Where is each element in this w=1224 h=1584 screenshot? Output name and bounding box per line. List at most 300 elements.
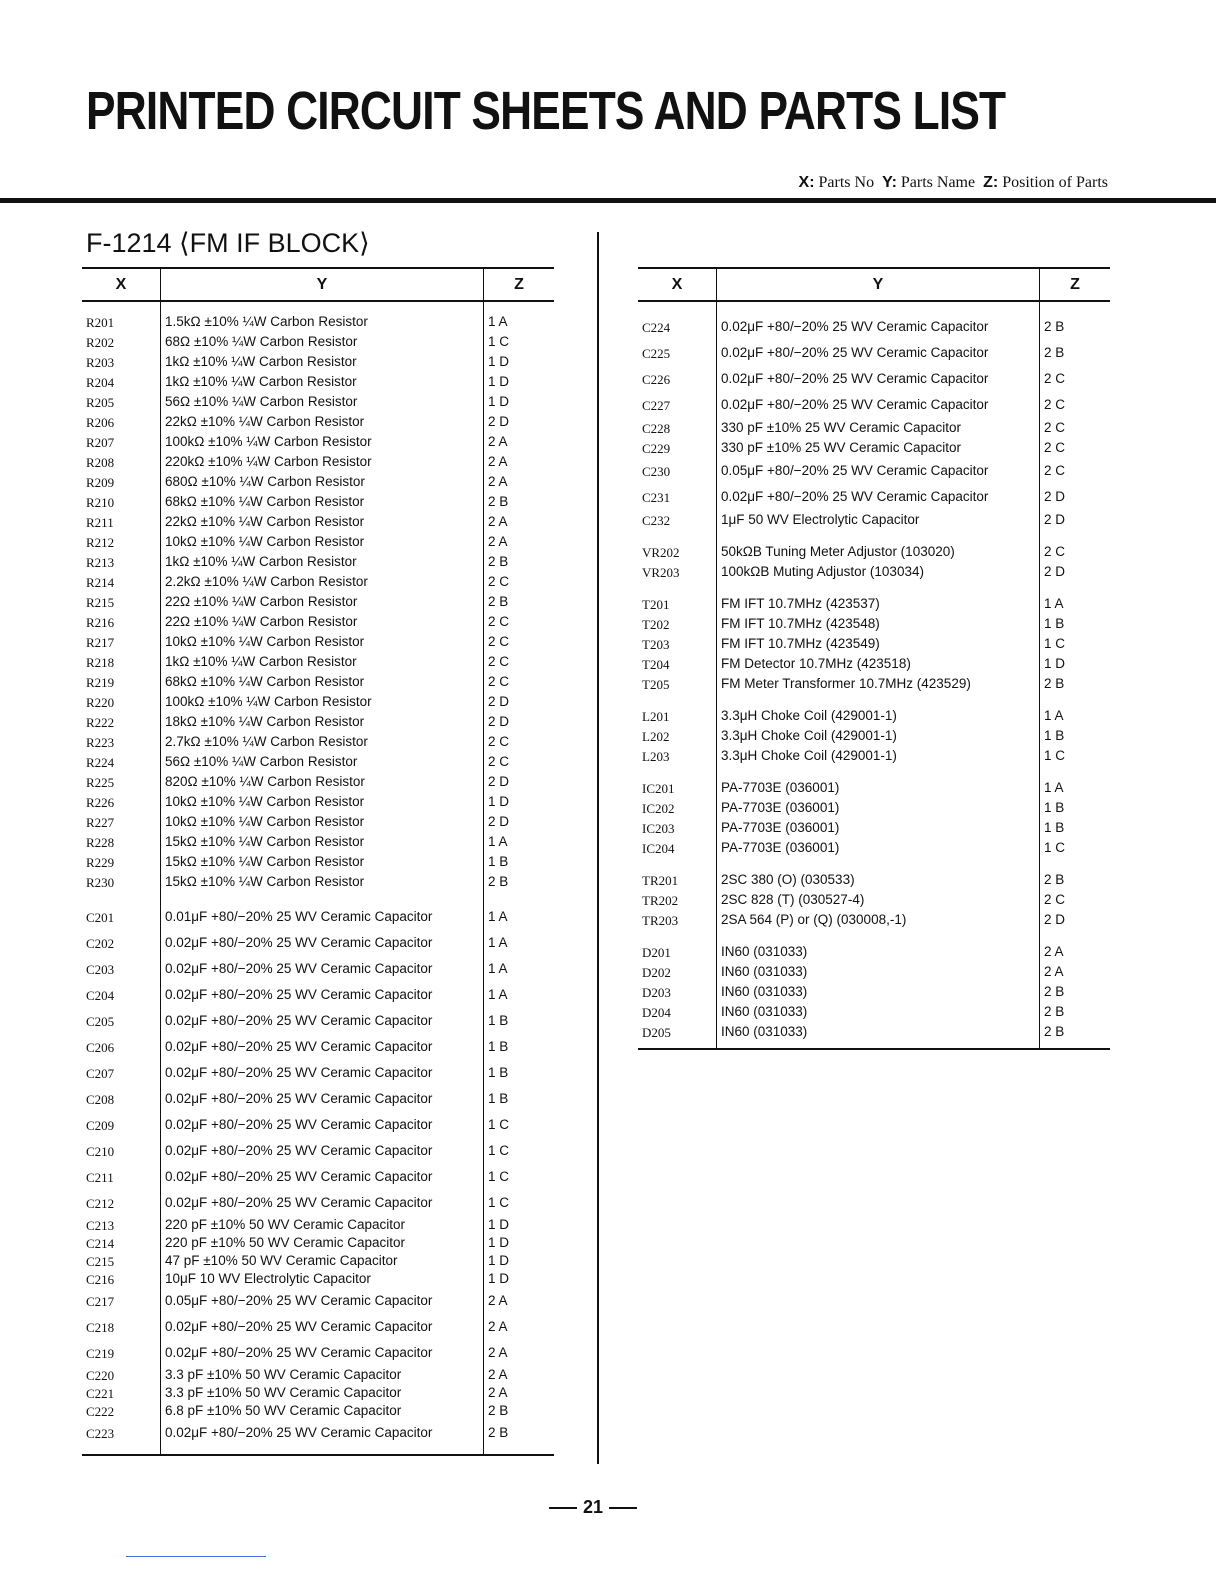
parts-table-right [638,267,1110,1050]
part-no: C213 [86,1217,115,1233]
part-position: 2 A [484,1340,555,1366]
part-no: R208 [86,454,115,470]
part-name: FM IFT 10.7MHz (423548) [717,614,1040,634]
part-name: 0.02μF +80/−20% 25 WV Ceramic Capacitor [717,484,1040,510]
table-row [638,438,1110,458]
scan-mark [126,1556,266,1557]
part-no: C207 [86,1065,115,1081]
part-position: 2 C [1040,890,1111,910]
part-name: 0.02μF +80/−20% 25 WV Ceramic Capacitor [161,930,484,956]
part-name: 18kΩ ±10% ¼W Carbon Resistor [161,712,484,732]
part-no: TR201 [642,872,679,888]
table-row [82,930,554,956]
table-row [82,1384,554,1402]
table-row [638,562,1110,582]
part-position: 1 D [484,392,555,412]
part-name: 1kΩ ±10% ¼W Carbon Resistor [161,552,484,572]
part-no: T201 [642,596,670,612]
part-name: 1kΩ ±10% ¼W Carbon Resistor [161,652,484,672]
table-header-row [82,268,554,301]
part-no: C227 [642,397,671,413]
table-row [82,1138,554,1164]
table-row [82,532,554,552]
part-name: 22kΩ ±10% ¼W Carbon Resistor [161,412,484,432]
part-position: 2 B [484,872,555,892]
part-no: T202 [642,616,670,632]
table-row [82,1340,554,1366]
table-row [82,1086,554,1112]
part-position: 1 B [484,1034,555,1060]
part-no: R209 [86,474,115,490]
table-row [638,962,1110,982]
table-row [638,890,1110,910]
part-name: 1μF 50 WV Electrolytic Capacitor [717,510,1040,530]
part-position: 1 A [1040,778,1111,798]
table-row [638,838,1110,858]
part-name: 0.02μF +80/−20% 25 WV Ceramic Capacitor [717,366,1040,392]
part-position: 2 B [484,492,555,512]
part-name: 22Ω ±10% ¼W Carbon Resistor [161,612,484,632]
part-name: 10kΩ ±10% ¼W Carbon Resistor [161,632,484,652]
part-name: PA-7703E (036001) [717,838,1040,858]
table-row [638,458,1110,484]
part-no: C215 [86,1253,115,1269]
part-no: C218 [86,1319,115,1335]
part-name: 10kΩ ±10% ¼W Carbon Resistor [161,532,484,552]
legend-y-text: Parts Name [900,174,976,191]
part-position: 1 D [484,1216,555,1234]
part-no: R226 [86,794,115,810]
table-row [82,512,554,532]
part-name: 1kΩ ±10% ¼W Carbon Resistor [161,372,484,392]
part-name: 2.2kΩ ±10% ¼W Carbon Resistor [161,572,484,592]
part-no: T205 [642,676,670,692]
part-position: 2 B [1040,314,1111,340]
legend-z-key: Z: [983,174,999,191]
part-no: IC202 [642,800,675,816]
part-no: C205 [86,1013,115,1029]
table-row [82,812,554,832]
part-name: IN60 (031033) [717,962,1040,982]
part-no: C221 [86,1385,115,1401]
part-position: 1 B [484,1008,555,1034]
table-row [82,452,554,472]
table-row [82,956,554,982]
table-row [638,910,1110,930]
table-row [82,732,554,752]
part-no: C230 [642,463,671,479]
part-no: R225 [86,774,115,790]
part-name: 10kΩ ±10% ¼W Carbon Resistor [161,792,484,812]
part-no: R210 [86,494,115,510]
table-row [82,904,554,930]
table-row [638,484,1110,510]
table-row [638,542,1110,562]
part-position: 2 D [484,772,555,792]
part-no: T203 [642,636,670,652]
part-position: 2 D [1040,510,1111,530]
part-position: 2 C [484,732,555,752]
part-no: D203 [642,984,671,1000]
part-position: 2 D [484,712,555,732]
part-name: 0.02μF +80/−20% 25 WV Ceramic Capacitor [161,1314,484,1340]
table-row [638,510,1110,530]
part-position: 2 B [484,1420,555,1446]
part-name: 220kΩ ±10% ¼W Carbon Resistor [161,452,484,472]
part-name: 0.05μF +80/−20% 25 WV Ceramic Capacitor [161,1288,484,1314]
part-no: C201 [86,909,115,925]
part-name: 15kΩ ±10% ¼W Carbon Resistor [161,852,484,872]
table-row [638,634,1110,654]
part-name: 0.01μF +80/−20% 25 WV Ceramic Capacitor [161,904,484,930]
part-no: C224 [642,319,671,335]
part-position: 1 C [484,1138,555,1164]
part-no: L203 [642,748,670,764]
part-name: 820Ω ±10% ¼W Carbon Resistor [161,772,484,792]
part-no: R229 [86,854,115,870]
part-name: IN60 (031033) [717,942,1040,962]
part-name: 220 pF ±10% 50 WV Ceramic Capacitor [161,1234,484,1252]
page-title: PRINTED CIRCUIT SHEETS AND PARTS LIST [86,81,1006,141]
part-position: 2 D [1040,562,1111,582]
part-name: FM Detector 10.7MHz (423518) [717,654,1040,674]
part-position: 1 C [1040,634,1111,654]
part-position: 1 D [1040,654,1111,674]
table-row [82,712,554,732]
part-position: 2 A [1040,962,1111,982]
part-name: 68kΩ ±10% ¼W Carbon Resistor [161,492,484,512]
table-row [82,392,554,412]
table-row [82,1216,554,1234]
header-y: Y [161,268,484,301]
part-position: 2 B [1040,1022,1111,1042]
legend-x-text: Parts No [818,174,875,191]
part-name: 0.02μF +80/−20% 25 WV Ceramic Capacitor [161,956,484,982]
part-name: 1kΩ ±10% ¼W Carbon Resistor [161,352,484,372]
table-row [82,1190,554,1216]
part-name: 22kΩ ±10% ¼W Carbon Resistor [161,512,484,532]
part-position: 2 A [484,1314,555,1340]
part-name: 3.3 pF ±10% 50 WV Ceramic Capacitor [161,1384,484,1402]
table-row [82,332,554,352]
part-name: PA-7703E (036001) [717,778,1040,798]
part-position: 1 B [484,852,555,872]
part-no: C214 [86,1235,115,1251]
part-no: C220 [86,1367,115,1383]
part-no: R215 [86,594,115,610]
part-name: 47 pF ±10% 50 WV Ceramic Capacitor [161,1252,484,1270]
table-row [638,778,1110,798]
part-name: 3.3μH Choke Coil (429001-1) [717,726,1040,746]
part-name: 10μF 10 WV Electrolytic Capacitor [161,1270,484,1288]
part-position: 2 B [484,592,555,612]
part-position: 2 B [1040,1002,1111,1022]
part-name: FM IFT 10.7MHz (423549) [717,634,1040,654]
part-position: 2 C [1040,458,1111,484]
part-no: C212 [86,1195,115,1211]
part-no: R227 [86,814,115,830]
part-position: 1 D [484,372,555,392]
table-row [82,592,554,612]
part-name: 1.5kΩ ±10% ¼W Carbon Resistor [161,312,484,332]
table-row [82,832,554,852]
table-row [638,942,1110,962]
part-no: R220 [86,694,115,710]
table-row [638,726,1110,746]
table-row [638,1002,1110,1022]
part-no: R219 [86,674,115,690]
part-no: R223 [86,734,115,750]
table-row [82,672,554,692]
part-no: T204 [642,656,670,672]
part-position: 1 A [484,930,555,956]
part-name: 0.02μF +80/−20% 25 WV Ceramic Capacitor [161,1420,484,1446]
part-name: 0.02μF +80/−20% 25 WV Ceramic Capacitor [161,1008,484,1034]
part-name: IN60 (031033) [717,1002,1040,1022]
part-no: R212 [86,534,115,550]
table-row [638,418,1110,438]
table-row [82,412,554,432]
part-name: 56Ω ±10% ¼W Carbon Resistor [161,752,484,772]
part-name: 0.02μF +80/−20% 25 WV Ceramic Capacitor [161,1164,484,1190]
part-position: 2 A [484,452,555,472]
table-row [82,692,554,712]
part-position: 1 D [484,1270,555,1288]
part-no: C232 [642,512,671,528]
part-no: C203 [86,961,115,977]
header-rule [0,198,1216,203]
part-position: 2 B [1040,340,1111,366]
table-row [82,792,554,812]
part-no: R218 [86,654,115,670]
table-row [82,632,554,652]
part-position: 2 A [484,1288,555,1314]
part-name: 0.02μF +80/−20% 25 WV Ceramic Capacitor [161,982,484,1008]
part-position: 2 C [1040,438,1111,458]
part-name: 22Ω ±10% ¼W Carbon Resistor [161,592,484,612]
part-name: 0.02μF +80/−20% 25 WV Ceramic Capacitor [161,1138,484,1164]
table-row [638,746,1110,766]
table-row [82,752,554,772]
part-position: 1 D [484,1234,555,1252]
table-row [638,818,1110,838]
part-position: 2 C [1040,392,1111,418]
part-position: 2 C [484,632,555,652]
part-no: L202 [642,728,670,744]
part-position: 1 A [484,312,555,332]
part-name: 68kΩ ±10% ¼W Carbon Resistor [161,672,484,692]
part-name: 0.02μF +80/−20% 25 WV Ceramic Capacitor [717,314,1040,340]
part-name: 330 pF ±10% 25 WV Ceramic Capacitor [717,438,1040,458]
table-row [82,1288,554,1314]
part-no: C219 [86,1345,115,1361]
part-no: C202 [86,935,115,951]
part-no: R211 [86,514,114,530]
table-row [82,352,554,372]
part-position: 2 B [1040,982,1111,1002]
part-name: 68Ω ±10% ¼W Carbon Resistor [161,332,484,352]
part-position: 2 C [484,652,555,672]
part-position: 1 D [484,792,555,812]
part-name: 2.7kΩ ±10% ¼W Carbon Resistor [161,732,484,752]
part-no: IC203 [642,820,675,836]
part-no: C216 [86,1271,115,1287]
part-no: C226 [642,371,671,387]
part-no: C229 [642,440,671,456]
parts-table-left [82,267,554,1456]
legend-y-key: Y: [882,174,897,191]
part-position: 1 B [1040,798,1111,818]
part-no: R217 [86,634,115,650]
part-no: D201 [642,944,671,960]
part-position: 1 D [484,1252,555,1270]
page-number-text: 21 [583,1497,604,1517]
part-position: 2 D [1040,910,1111,930]
table-row [82,472,554,492]
part-position: 2 D [484,812,555,832]
part-name: 100kΩ ±10% ¼W Carbon Resistor [161,432,484,452]
part-name: 100kΩB Muting Adjustor (103034) [717,562,1040,582]
part-position: 1 A [1040,594,1111,614]
part-position: 2 D [1040,484,1111,510]
table-row [638,870,1110,890]
part-name: 10kΩ ±10% ¼W Carbon Resistor [161,812,484,832]
table-row [82,372,554,392]
part-position: 2 A [484,472,555,492]
part-position: 1 C [484,1164,555,1190]
part-position: 2 C [1040,542,1111,562]
part-position: 1 B [1040,818,1111,838]
part-no: IC204 [642,840,675,856]
header-y: Y [717,268,1040,301]
part-position: 2 C [484,572,555,592]
part-no: C211 [86,1169,114,1185]
part-position: 1 A [1040,706,1111,726]
table-row [638,674,1110,694]
table-row [82,1008,554,1034]
part-name: 2SC 380 (O) (030533) [717,870,1040,890]
part-position: 1 C [484,1112,555,1138]
part-no: C225 [642,345,671,361]
part-name: 6.8 pF ±10% 50 WV Ceramic Capacitor [161,1402,484,1420]
part-no: C208 [86,1091,115,1107]
part-name: 0.02μF +80/−20% 25 WV Ceramic Capacitor [717,392,1040,418]
block-title: F-1214 ⟨FM IF BLOCK⟩ [86,228,370,258]
table-row [638,654,1110,674]
part-no: R205 [86,394,115,410]
part-no: R230 [86,874,115,890]
header-x: X [82,268,161,301]
part-name: 15kΩ ±10% ¼W Carbon Resistor [161,832,484,852]
part-name: 0.02μF +80/−20% 25 WV Ceramic Capacitor [161,1340,484,1366]
table-row [82,1112,554,1138]
part-position: 1 C [1040,838,1111,858]
part-position: 2 B [484,552,555,572]
table-row [82,572,554,592]
part-no: R201 [86,314,115,330]
table-row [638,340,1110,366]
table-row [638,1022,1110,1042]
part-name: 3.3 pF ±10% 50 WV Ceramic Capacitor [161,1366,484,1384]
part-no: VR203 [642,564,680,580]
header-z: Z [1040,268,1111,301]
part-no: R214 [86,574,115,590]
part-position: 2 B [1040,674,1111,694]
part-position: 1 C [484,1190,555,1216]
table-row [82,612,554,632]
part-no: R216 [86,614,115,630]
part-position: 2 D [484,692,555,712]
table-row [82,552,554,572]
part-no: R203 [86,354,115,370]
part-position: 1 A [484,982,555,1008]
part-no: R213 [86,554,115,570]
table-row [82,1402,554,1420]
part-name: PA-7703E (036001) [717,818,1040,838]
table-row [638,798,1110,818]
part-name: 56Ω ±10% ¼W Carbon Resistor [161,392,484,412]
part-no: C217 [86,1293,115,1309]
part-position: 1 B [1040,726,1111,746]
part-position: 1 A [484,956,555,982]
table-row [82,1034,554,1060]
part-name: 2SA 564 (P) or (Q) (030008,-1) [717,910,1040,930]
part-position: 2 A [484,1384,555,1402]
table-row [82,1420,554,1446]
legend-z-text: Position of Parts [1002,174,1108,191]
part-name: 3.3μH Choke Coil (429001-1) [717,746,1040,766]
part-position: 2 B [1040,870,1111,890]
table-row [638,594,1110,614]
part-position: 2 A [484,512,555,532]
part-name: 0.02μF +80/−20% 25 WV Ceramic Capacitor [161,1060,484,1086]
part-position: 2 D [484,412,555,432]
part-no: R228 [86,834,115,850]
part-name: FM IFT 10.7MHz (423537) [717,594,1040,614]
part-no: D205 [642,1024,671,1040]
part-no: R224 [86,754,115,770]
legend-x-key: X: [798,174,815,191]
column-legend [799,174,1108,192]
part-name: 0.05μF +80/−20% 25 WV Ceramic Capacitor [717,458,1040,484]
part-no: D204 [642,1004,671,1020]
part-position: 2 A [484,432,555,452]
part-name: 15kΩ ±10% ¼W Carbon Resistor [161,872,484,892]
part-name: FM Meter Transformer 10.7MHz (423529) [717,674,1040,694]
table-row [638,392,1110,418]
header-x: X [638,268,717,301]
table-row [638,366,1110,392]
table-row [82,1060,554,1086]
part-position: 2 A [484,1366,555,1384]
part-position: 1 B [484,1060,555,1086]
part-no: R206 [86,414,115,430]
part-no: TR202 [642,892,679,908]
header-z: Z [484,268,555,301]
table-row [82,872,554,892]
part-name: IN60 (031033) [717,982,1040,1002]
part-position: 2 C [484,672,555,692]
table-row [82,492,554,512]
part-no: VR202 [642,544,680,560]
part-name: 680Ω ±10% ¼W Carbon Resistor [161,472,484,492]
part-position: 2 B [484,1402,555,1420]
part-name: 2SC 828 (T) (030527-4) [717,890,1040,910]
part-no: C209 [86,1117,115,1133]
part-name: 50kΩB Tuning Meter Adjustor (103020) [717,542,1040,562]
table-row [82,1366,554,1384]
table-row [82,652,554,672]
